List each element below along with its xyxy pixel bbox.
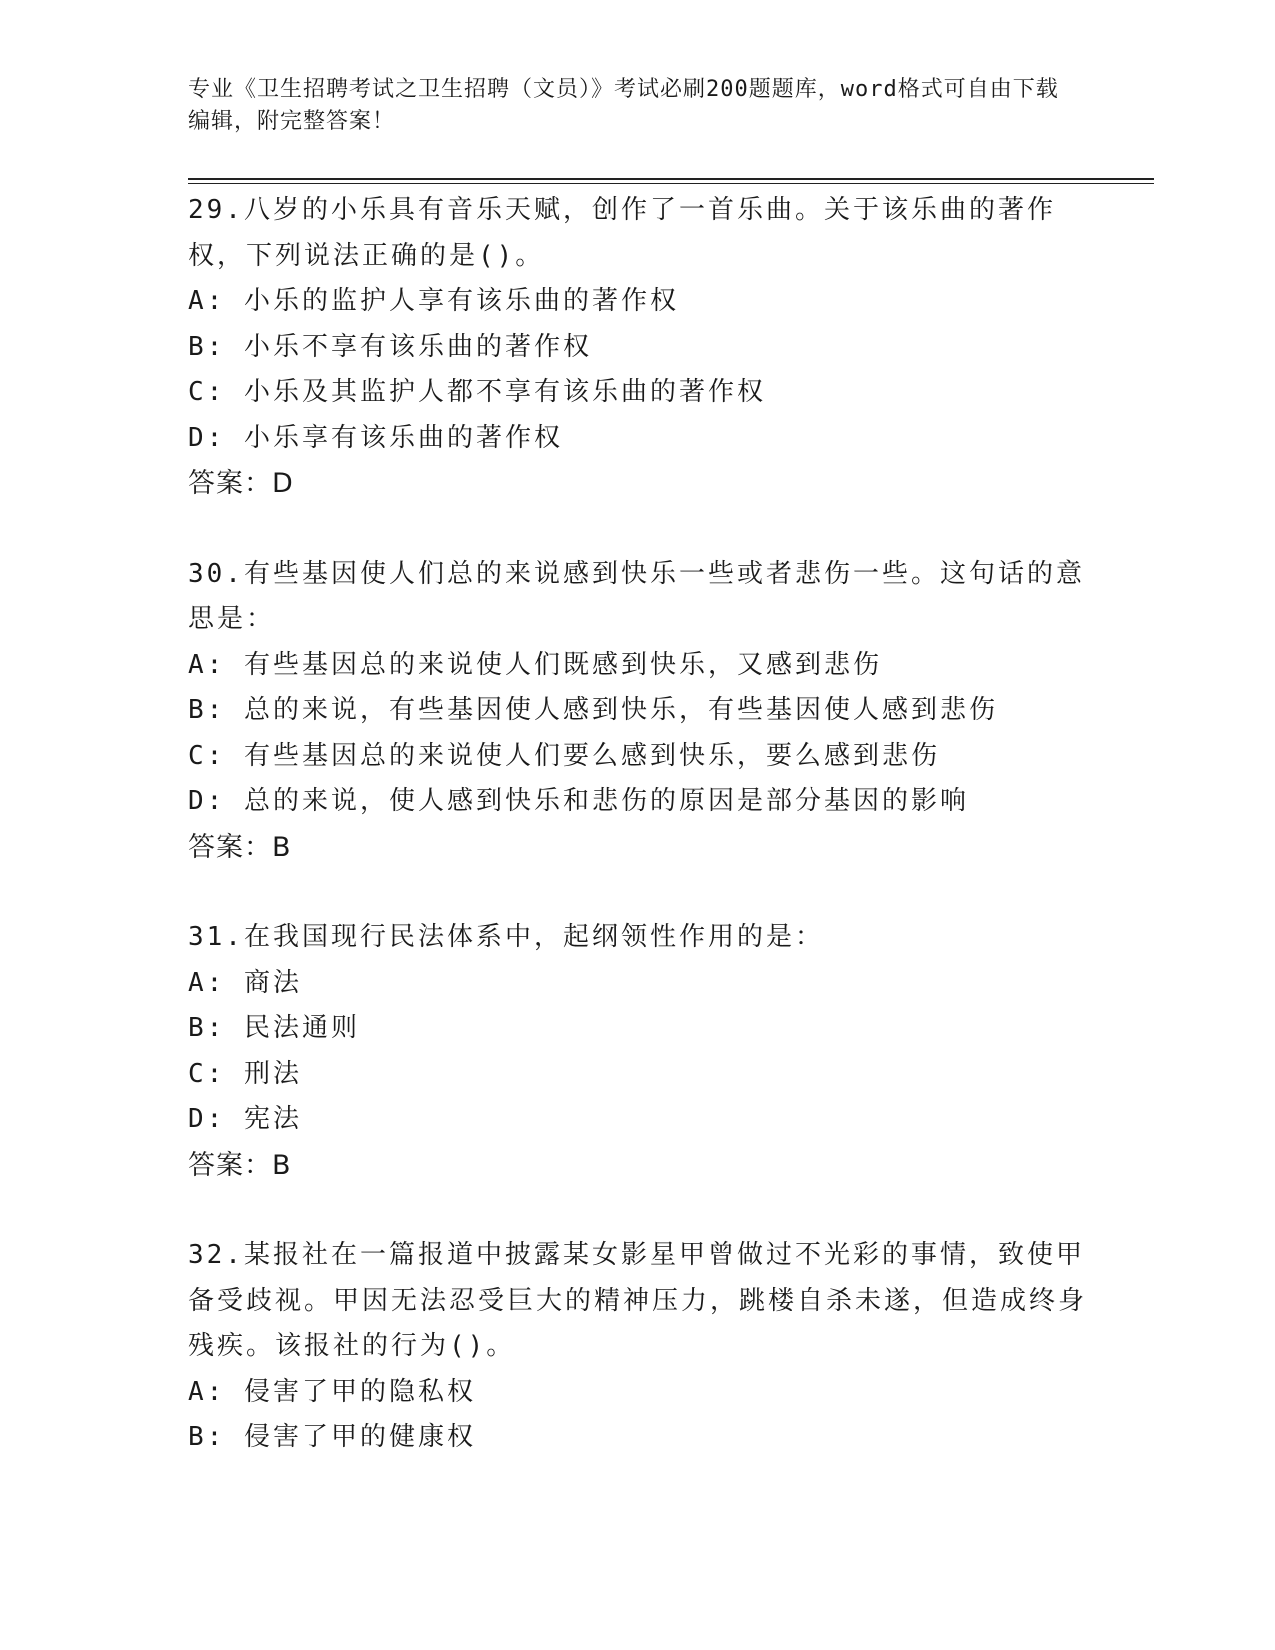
question-text: 30.有些基因使人们总的来说感到快乐一些或者悲伤一些。这句话的意思是： [188,558,1085,634]
option-b: B: 小乐不享有该乐曲的著作权 [188,331,592,362]
option-c: C: 有些基因总的来说使人们要么感到快乐，要么感到悲伤 [188,740,940,771]
document-header: 专业《卫生招聘考试之卫生招聘（文员）》考试必刷200题题库，word格式可自由下载编辑，附完整答案！ [188,77,1059,134]
option-c: C: 刑法 [188,1058,302,1089]
question-text: 31.在我国现行民法体系中，起纲领性作用的是： [188,922,824,952]
header-rule-thick [188,178,1154,180]
option-d: D: 小乐享有该乐曲的著作权 [188,422,563,453]
question-32 [188,1233,1088,1461]
option-a: A: 商法 [188,967,302,998]
question-text: 29.八岁的小乐具有音乐天赋，创作了一首乐曲。关于该乐曲的著作权，下列说法正确的是()。 [188,195,1056,271]
option-a: A: 侵害了甲的隐私权 [188,1376,476,1407]
answer: 答案：D [188,468,294,499]
answer: 答案：B [188,1149,292,1181]
option-b: B: 总的来说，有些基因使人感到快乐，有些基因使人感到悲伤 [188,695,998,725]
option-c: C: 小乐及其监护人都不享有该乐曲的著作权 [188,377,766,407]
option-d: D: 总的来说，使人感到快乐和悲伤的原因是部分基因的影响 [188,786,969,816]
option-b: B: 民法通则 [188,1013,360,1043]
option-d: D: 宪法 [188,1104,302,1134]
option-b: B: 侵害了甲的健康权 [188,1422,476,1452]
option-a: A: 小乐的监护人享有该乐曲的著作权 [188,286,679,316]
question-31 [188,915,1088,1188]
question-list [188,188,1088,1506]
question-30 [188,552,1088,871]
answer: 答案：B [188,831,292,863]
option-a: A: 有些基因总的来说使人们既感到快乐，又感到悲伤 [188,649,882,680]
question-29 [188,188,1088,507]
question-text: 32.某报社在一篇报道中披露某女影星甲曾做过不光彩的事情，致使甲备受歧视。甲因无法忍受巨大的精神压力，跳楼自杀未遂，但造成终身残疾。该报社的行为()。 [188,1240,1088,1361]
header-rule-thin [188,183,1154,184]
